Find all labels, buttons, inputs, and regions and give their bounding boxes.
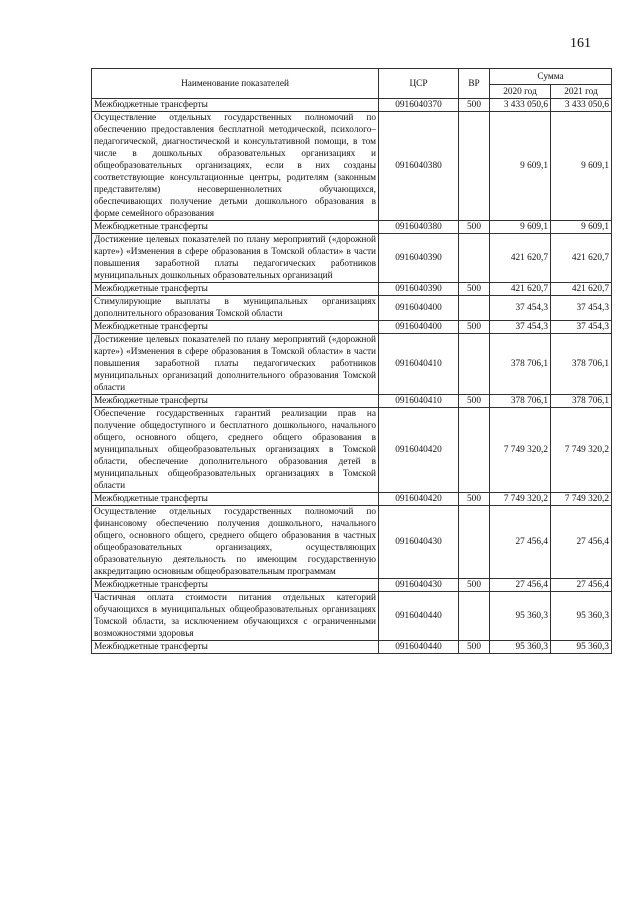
row-2020: 9 609,1 [490, 112, 551, 221]
row-2021: 27 456,4 [551, 579, 612, 592]
row-csr: 0916040420 [379, 493, 459, 506]
table-row [92, 579, 612, 592]
row-csr: 0916040440 [379, 641, 459, 654]
row-name: Осуществление отдельных государственных полномочий по финансовому обеспечению получения дошкольного, начального общего, основного общего, среднего общего образования в частных общеобразовательных организациях, осуществляющих образовательную деятельность по имеющим государственную аккредитацию основным общеобразовательным программам [92, 506, 379, 579]
table-row [92, 334, 612, 395]
row-2020: 7 749 320,2 [490, 493, 551, 506]
row-name: Межбюджетные трансферты [92, 395, 379, 408]
row-csr: 0916040440 [379, 592, 459, 641]
row-2021: 3 433 050,6 [551, 99, 612, 112]
row-csr: 0916040400 [379, 321, 459, 334]
row-2020: 3 433 050,6 [490, 99, 551, 112]
row-2021: 95 360,3 [551, 641, 612, 654]
row-csr: 0916040400 [379, 296, 459, 321]
table-row [92, 641, 612, 654]
row-name: Межбюджетные трансферты [92, 221, 379, 234]
table-row [92, 234, 612, 283]
table-row [92, 592, 612, 641]
row-name: Стимулирующие выплаты в муниципальных организациях дополнительного образования Томской области [92, 296, 379, 321]
row-2020: 27 456,4 [490, 506, 551, 579]
table-row [92, 112, 612, 221]
row-csr: 0916040430 [379, 506, 459, 579]
row-vr [459, 234, 490, 283]
table-row [92, 221, 612, 234]
header-year-2021: 2021 год [551, 85, 612, 99]
row-name: Достижение целевых показателей по плану мероприятий («дорожной карте») «Изменения в сфере образования в Томской области» в части повышения заработной платы педагогических работников муниципальных дошкольных образовательных организаций [92, 234, 379, 283]
row-name: Осуществление отдельных государственных полномочий по обеспечению предоставления бесплатной методической, психолого–педагогической, диагностической и консультативной помощи, в том числе в дошкольных образовательных организациях и общеобразовательных организациях, если в них созданы соответствующие консультационные центры, родителям (законным представителям) несовершеннолетних обучающихся, обеспечивающих получение детьми дошкольного образования в форме семейного образования [92, 112, 379, 221]
row-2021: 27 456,4 [551, 506, 612, 579]
row-vr [459, 334, 490, 395]
table-row [92, 283, 612, 296]
row-2020: 27 456,4 [490, 579, 551, 592]
row-vr: 500 [459, 395, 490, 408]
row-vr: 500 [459, 99, 490, 112]
row-vr: 500 [459, 493, 490, 506]
table-row [92, 493, 612, 506]
row-vr [459, 506, 490, 579]
table-row [92, 395, 612, 408]
row-vr [459, 408, 490, 493]
row-csr: 0916040380 [379, 221, 459, 234]
row-2021: 378 706,1 [551, 334, 612, 395]
table-row [92, 99, 612, 112]
header-csr: ЦСР [379, 69, 459, 99]
table-row [92, 321, 612, 334]
row-2020: 7 749 320,2 [490, 408, 551, 493]
table-row [92, 408, 612, 493]
row-name: Межбюджетные трансферты [92, 493, 379, 506]
row-2020: 9 609,1 [490, 221, 551, 234]
row-name: Обеспечение государственных гарантий реализации прав на получение общедоступного и бесплатного дошкольного, начального общего, основного общего, среднего общего образования в муниципальных общеобразовательных организациях в Томской области, обеспечение дополнительного образования детей в муниципальных общеобразовательных организациях в Томской области [92, 408, 379, 493]
row-2020: 378 706,1 [490, 395, 551, 408]
row-csr: 0916040430 [379, 579, 459, 592]
header-sum: Сумма [490, 69, 612, 85]
row-csr: 0916040370 [379, 99, 459, 112]
row-vr [459, 112, 490, 221]
row-csr: 0916040390 [379, 283, 459, 296]
row-csr: 0916040380 [379, 112, 459, 221]
row-csr: 0916040410 [379, 395, 459, 408]
row-vr: 500 [459, 579, 490, 592]
row-vr [459, 296, 490, 321]
row-2021: 7 749 320,2 [551, 493, 612, 506]
row-2021: 421 620,7 [551, 234, 612, 283]
row-vr: 500 [459, 283, 490, 296]
row-name: Достижение целевых показателей по плану мероприятий («дорожной карте») «Изменения в сфере образования в Томской области» в части повышения заработной платы педагогических работников муниципальных организаций дополнительного образования Томской области [92, 334, 379, 395]
header-name: Наименование показателей [92, 69, 379, 99]
row-2021: 9 609,1 [551, 221, 612, 234]
page-number: 161 [570, 36, 591, 51]
row-name: Частичная оплата стоимости питания отдельных категорий обучающихся в муниципальных общеобразовательных организациях Томской области, за исключением обучающихся с ограниченными возможностями здоровья [92, 592, 379, 641]
row-name: Межбюджетные трансферты [92, 579, 379, 592]
row-vr [459, 592, 490, 641]
row-vr: 500 [459, 641, 490, 654]
row-vr: 500 [459, 221, 490, 234]
row-2020: 421 620,7 [490, 234, 551, 283]
row-2020: 95 360,3 [490, 592, 551, 641]
row-2020: 95 360,3 [490, 641, 551, 654]
table-row [92, 506, 612, 579]
row-name: Межбюджетные трансферты [92, 283, 379, 296]
row-2021: 37 454,3 [551, 321, 612, 334]
header-year-2020: 2020 год [490, 85, 551, 99]
row-2020: 37 454,3 [490, 321, 551, 334]
row-2021: 7 749 320,2 [551, 408, 612, 493]
row-vr: 500 [459, 321, 490, 334]
header-vr: ВР [459, 69, 490, 99]
row-2020: 37 454,3 [490, 296, 551, 321]
budget-table [91, 68, 612, 654]
row-name: Межбюджетные трансферты [92, 99, 379, 112]
table-row [92, 296, 612, 321]
row-name: Межбюджетные трансферты [92, 321, 379, 334]
row-csr: 0916040410 [379, 334, 459, 395]
row-2021: 95 360,3 [551, 592, 612, 641]
row-2021: 421 620,7 [551, 283, 612, 296]
row-2020: 378 706,1 [490, 334, 551, 395]
row-2021: 37 454,3 [551, 296, 612, 321]
row-name: Межбюджетные трансферты [92, 641, 379, 654]
row-2020: 421 620,7 [490, 283, 551, 296]
row-csr: 0916040390 [379, 234, 459, 283]
row-2021: 378 706,1 [551, 395, 612, 408]
row-csr: 0916040420 [379, 408, 459, 493]
row-2021: 9 609,1 [551, 112, 612, 221]
